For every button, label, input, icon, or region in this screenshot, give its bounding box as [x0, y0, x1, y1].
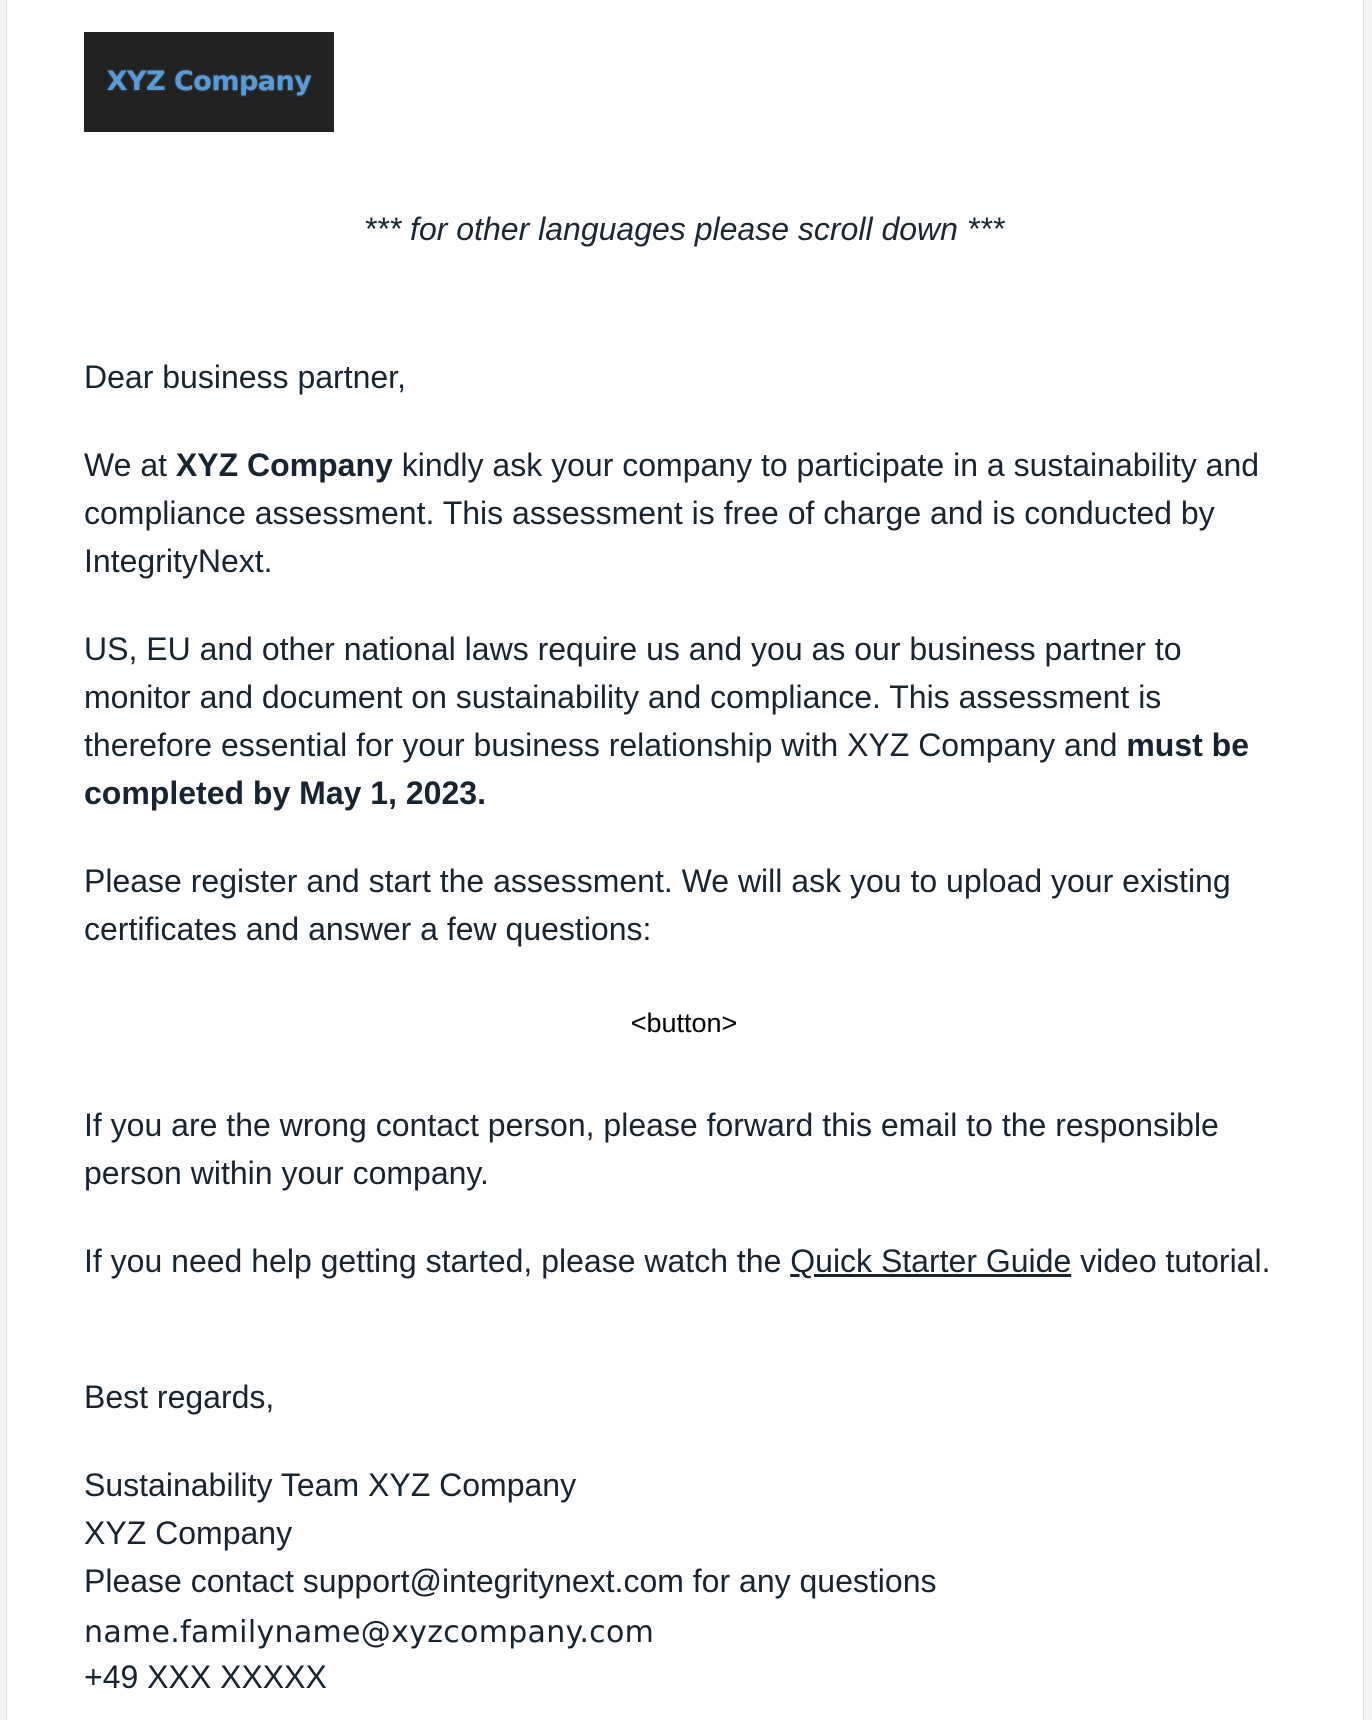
closing: Best regards,	[84, 1379, 275, 1415]
language-note: *** for other languages please scroll down ***	[363, 211, 1005, 247]
help-text-after: video tutorial.	[1071, 1243, 1271, 1279]
intro-text-after: kindly ask your company to participate in a sustainability and compliance assessment. This assessment is free of charge and is conducted by IntegrityNext.	[84, 447, 1260, 579]
company-logo-text: XYZ Company	[106, 66, 312, 97]
help-text-before: If you need help getting started, please watch the	[84, 1243, 791, 1279]
button-row	[84, 997, 1284, 1045]
intro-text-before: We at	[84, 447, 176, 483]
signature-contact: Please contact support@integritynext.com for any questions	[84, 1563, 937, 1599]
intro-paragraph	[84, 441, 1284, 585]
email-page	[6, 0, 1364, 1720]
signature-company: XYZ Company	[84, 1515, 293, 1551]
help-paragraph	[84, 1237, 1284, 1285]
signature-phone: +49 XXX XXXXX	[84, 1659, 327, 1695]
start-assessment-button[interactable]: <button>	[631, 1003, 738, 1043]
register-paragraph: Please register and start the assessment. We will ask you to upload your existing certificates and answer a few questions:	[84, 863, 1231, 947]
deadline-text: must be completed by May 1, 2023.	[84, 727, 1249, 811]
laws-text: US, EU and other national laws require us and you as our business partner to monitor and document on sustainability and compliance. This assessment is therefore essential for your business relationship with XYZ Company and	[84, 631, 1182, 763]
intro-company-name: XYZ Company	[175, 447, 393, 483]
laws-paragraph	[84, 625, 1284, 817]
greeting: Dear business partner,	[84, 359, 406, 395]
wrong-contact-paragraph: If you are the wrong contact person, please forward this email to the responsible person within your company.	[84, 1107, 1219, 1191]
quick-starter-guide-link[interactable]: Quick Starter Guide	[790, 1243, 1072, 1279]
signature-team: Sustainability Team XYZ Company	[84, 1467, 577, 1503]
signature-email: name.familyname@xyzcompany.com	[84, 1615, 655, 1650]
company-logo	[84, 32, 334, 132]
